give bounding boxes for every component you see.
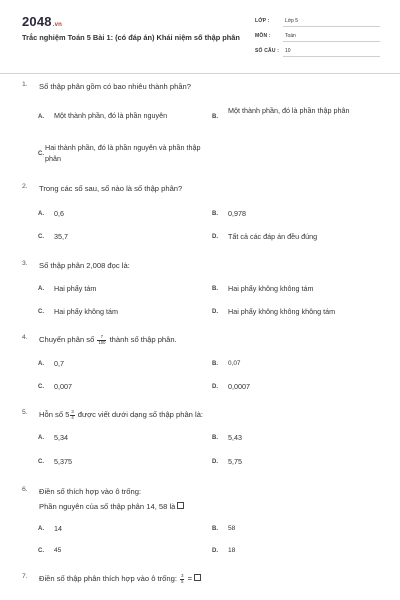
option-text: Hai thành phần, đó là phần nguyên và phần thập phân — [45, 143, 201, 163]
header-divider — [0, 73, 400, 74]
option-letter: D. — [212, 548, 218, 554]
class-underline — [283, 26, 380, 27]
option-letter: B. — [212, 435, 218, 441]
option-letter: B. — [212, 114, 218, 120]
option-text: Hai phẩy không tám — [54, 307, 118, 316]
option-letter: C. — [38, 309, 44, 315]
question-number: 3. — [22, 260, 28, 267]
question-count-label: SỐ CÂU : — [255, 48, 280, 54]
question-number: 1. — [22, 81, 28, 88]
option-text: 5,43 — [228, 433, 242, 442]
subject-label: MÔN : — [255, 33, 271, 39]
option-text: 5,375 — [54, 457, 72, 466]
question-text — [39, 573, 379, 584]
question-text: Số thập phân gồm có bao nhiêu thành phần? — [39, 82, 192, 91]
option-letter: B. — [212, 361, 218, 367]
option-text: Hai phẩy không không tám — [228, 284, 314, 293]
option-letter: C. — [38, 459, 44, 465]
question-text-after: thành số thập phân. — [109, 335, 177, 344]
fraction — [180, 574, 184, 584]
logo-number: 2048 — [22, 14, 52, 29]
class-label: LỚP : — [255, 18, 270, 24]
option-letter: C. — [38, 548, 44, 554]
subject-underline — [283, 41, 380, 42]
option-text: 14 — [54, 524, 62, 533]
question-number: 7. — [22, 573, 28, 580]
option-text: 45 — [54, 547, 62, 554]
question-subtext — [39, 501, 379, 512]
option-text: 0,007 — [54, 382, 72, 391]
question-number: 6. — [22, 486, 28, 493]
question-text: Số thập phân 2,008 đọc là: — [39, 261, 130, 270]
question-count-value: 10 — [285, 48, 291, 54]
question-number: 4. — [22, 334, 28, 341]
site-logo[interactable] — [22, 14, 62, 29]
answer-blank-box[interactable] — [194, 574, 201, 581]
question-text-before: Điền số thập phân thích hợp vào ô trống: — [39, 574, 177, 583]
answer-blank-box[interactable] — [177, 502, 184, 509]
class-field — [255, 18, 380, 28]
option-text: 18 — [228, 547, 236, 554]
fraction-denominator: 4 — [71, 414, 74, 420]
question-count-field — [255, 48, 380, 58]
question-number: 5. — [22, 409, 28, 416]
option-text: Một thành phần, đó là phần thập phân — [228, 106, 350, 115]
fraction-numerator: 3 — [71, 409, 74, 414]
option-letter: B. — [212, 211, 218, 217]
fraction — [70, 410, 74, 420]
question-text-before: Hỗn số — [39, 410, 64, 419]
option-text: 5,34 — [54, 433, 68, 442]
option-letter: A. — [38, 114, 44, 120]
fraction-denominator: 5 — [181, 578, 184, 584]
question-number: 2. — [22, 183, 28, 190]
option-text: Tất cả các đáp án đều đúng — [228, 232, 318, 241]
question-count-underline — [283, 56, 380, 57]
fraction — [97, 335, 106, 345]
option-letter: C. — [38, 151, 44, 157]
option-letter: D. — [212, 234, 218, 240]
option-letter: B. — [212, 526, 218, 532]
option-text: 0,6 — [54, 209, 64, 218]
option-text: Hai phẩy tám — [54, 284, 97, 293]
option-letter: C. — [38, 384, 44, 390]
page-title: Trắc nghiệm Toán 5 Bài 1: (có đáp án) Khái niệm số thập phân — [22, 33, 240, 42]
question-text — [39, 334, 379, 345]
worksheet-header — [0, 0, 400, 70]
option-text: Một thành phần, đó là phần nguyên — [54, 111, 168, 120]
question-text: Trong các số sau, số nào là số thập phân? — [39, 184, 183, 193]
question-text-before: Chuyển phân số — [39, 335, 95, 344]
option-letter: C. — [38, 234, 44, 240]
equals-sign: = — [187, 574, 192, 583]
option-text: 0,978 — [228, 209, 246, 218]
option-letter: A. — [38, 435, 44, 441]
question-text: Điền số thích hợp vào ô trống: — [39, 487, 142, 496]
option-letter: D. — [212, 459, 218, 465]
option-letter: A. — [38, 286, 44, 292]
option-text: 0,0007 — [228, 382, 250, 391]
fraction-numerator: 3 — [181, 573, 184, 578]
option-text: 35,7 — [54, 232, 68, 241]
subject-value: Toán — [285, 33, 296, 39]
class-value: Lớp 5 — [285, 18, 299, 24]
option-letter: A. — [38, 526, 44, 532]
option-text: 0,07 — [228, 360, 241, 367]
fraction-numerator: 7 — [97, 335, 106, 341]
subject-field — [255, 33, 380, 43]
fraction-denominator: 100 — [98, 339, 106, 345]
logo-suffix: .vn — [52, 22, 63, 28]
option-letter: B. — [212, 286, 218, 292]
option-text: Hai phẩy không không không tám — [228, 307, 336, 316]
question-subtext-label: Phần nguyên của số thập phân 14, 58 là — [39, 502, 176, 511]
option-text: 5,75 — [228, 457, 242, 466]
question-text-after: được viết dưới dạng số thập phân là: — [77, 410, 204, 419]
option-letter: D. — [212, 384, 218, 390]
option-text: 0,7 — [54, 359, 64, 368]
question-text — [39, 409, 379, 420]
option-letter: D. — [212, 309, 218, 315]
option-letter: A. — [38, 211, 44, 217]
option-letter: A. — [38, 361, 44, 367]
mixed-number-whole: 5 — [65, 410, 70, 419]
option-text: 58 — [228, 525, 236, 532]
